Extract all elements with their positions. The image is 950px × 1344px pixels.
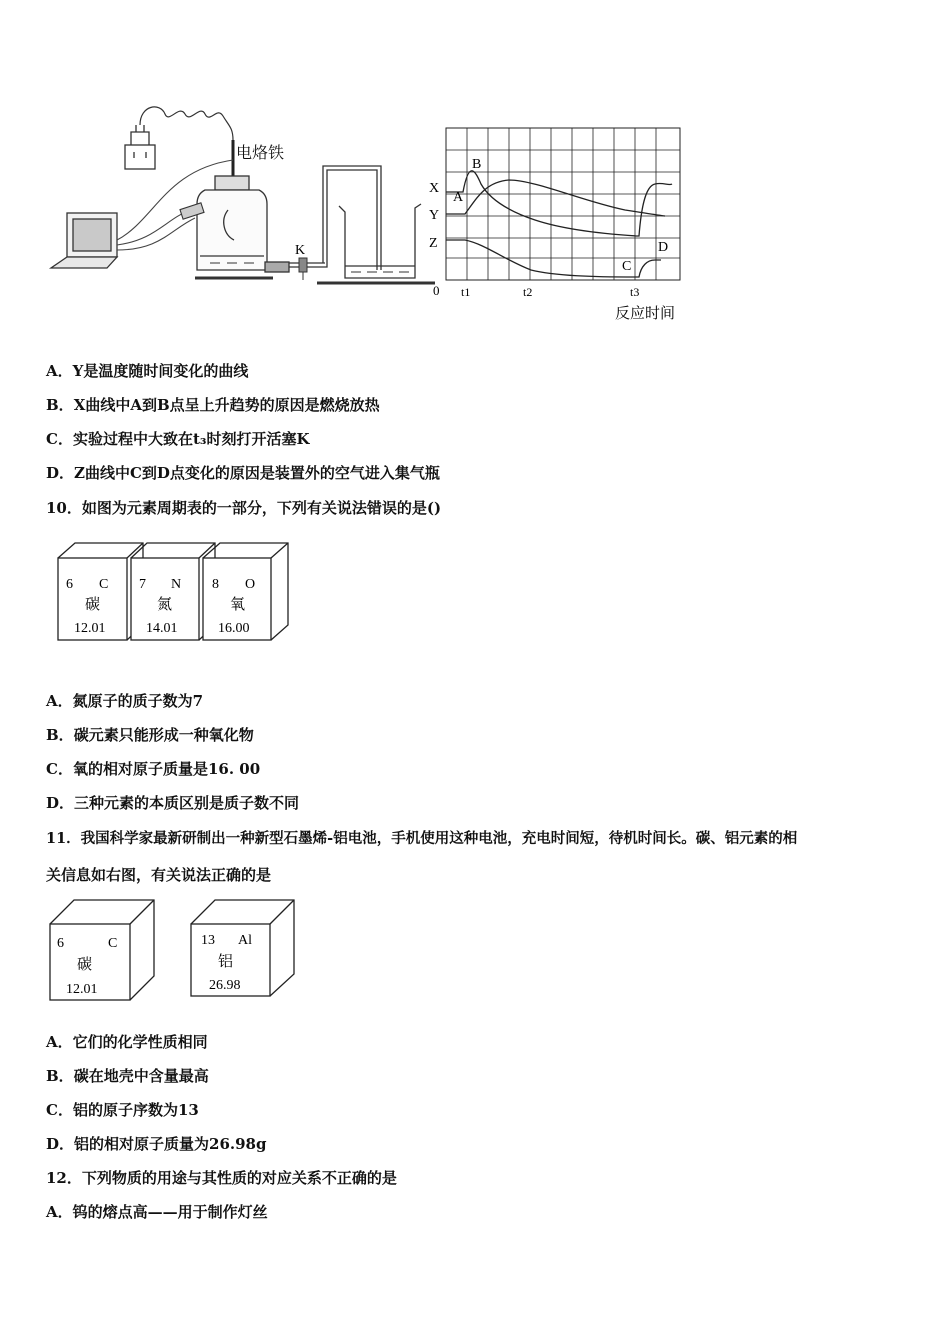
q9-option-b: B．X曲线中A到B点呈上升趋势的原因是燃烧放热 [46,396,380,414]
q9-option-d: D．Z曲线中C到D点变化的原因是装置外的空气进入集气瓶 [46,464,440,482]
valve-label: K [295,243,306,258]
device-label: 电烙铁 [236,145,285,162]
element-mass: 26.98 [209,978,241,993]
element-mass: 16.00 [218,621,250,636]
element-number: 6 [66,577,73,592]
t3-label: t3 [630,285,640,299]
q11-stem-line2: 关信息如右图，有关说法正确的是 [46,866,272,884]
element-name: 碳 [85,597,101,613]
element-symbol: C [99,577,109,592]
q12-option-a: A．钨的熔点高——用于制作灯丝 [46,1203,268,1221]
element-mass: 12.01 [66,982,98,997]
q12-stem: 12．下列物质的用途与其性质的对应关系不正确的是 [46,1169,397,1187]
point-b-label: B [472,157,482,172]
point-a-label: A [453,190,464,205]
q11-option-d: D．铝的相对原子质量为26.98g [46,1135,267,1153]
t1-label: t1 [461,285,471,299]
q11-option-a: A．它们的化学性质相同 [46,1033,208,1051]
q11-element-cells [46,896,301,1006]
element-mass: 14.01 [146,621,178,636]
element-number: 13 [201,933,215,948]
q10-periodic-table [55,538,300,650]
xaxis-title: 反应时间 [615,306,676,322]
point-c-label: C [622,259,632,274]
element-mass: 12.01 [74,621,106,636]
beaker [317,204,435,283]
valve-k-icon [299,258,307,280]
gas-bottle [195,176,273,278]
q10-option-b: B．碳元素只能形成一种氧化物 [46,726,254,744]
q11-option-b: B．碳在地壳中含量最高 [46,1067,209,1085]
apparatus-figure [45,100,435,300]
q10-option-c: C．氧的相对原子质量是16. 00 [46,760,261,778]
curve-y [446,180,665,216]
element-symbol: O [245,577,256,592]
q10-stem: 10．如图为元素周期表的一部分，下列有关说法错误的是() [46,499,442,517]
element-number: 7 [139,577,146,592]
curve-x-label: X [429,181,440,196]
element-symbol: C [108,936,118,951]
point-d-label: D [658,240,669,255]
element-number: 6 [57,936,64,951]
q9-option-c: C．实验过程中大致在t₃时刻打开活塞K [46,430,310,448]
q10-option-a: A．氮原子的质子数为7 [46,692,204,710]
element-name: 氮 [157,597,173,613]
element-name: 铝 [218,954,234,970]
laptop-icon [51,213,117,268]
reaction-time-graph [425,120,700,330]
q10-option-d: D．三种元素的本质区别是质子数不同 [46,794,300,812]
curve-z-label: Z [429,236,438,251]
power-cord [140,107,233,140]
curve-y-label: Y [429,208,440,223]
curve-x [446,171,672,236]
element-symbol: N [171,577,182,592]
outlet-tube [265,166,381,272]
element-name: 碳 [77,957,93,973]
q9-option-a: A．Y是温度随时间变化的曲线 [46,362,249,380]
q11-stem-line1: 11．我国科学家最新研制出一种新型石墨烯-铝电池，手机使用这种电池，充电时间短，待机时间长。碳、铝元素的相 [46,830,798,847]
t2-label: t2 [523,285,533,299]
origin-label: 0 [433,283,440,298]
graph-grid [446,128,680,280]
element-number: 8 [212,577,219,592]
power-socket-icon [125,125,155,169]
element-name: 氧 [230,597,246,613]
q11-option-c: C．铝的原子序数为13 [46,1101,199,1119]
element-symbol: Al [238,933,252,948]
